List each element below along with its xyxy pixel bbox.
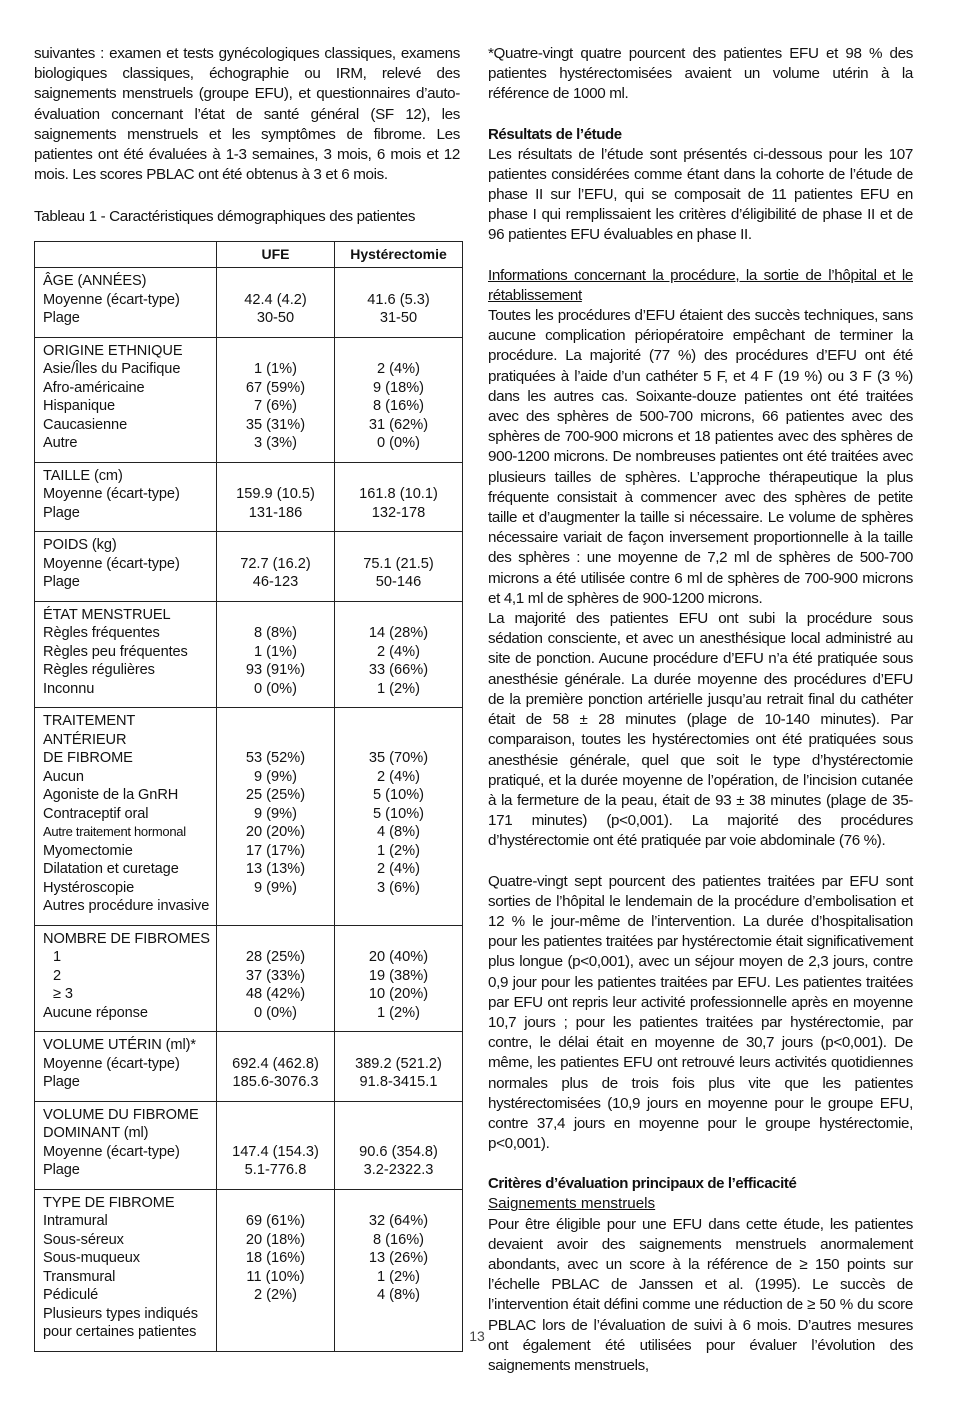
row-label: Plage [43,1162,80,1179]
hysterectomie-value: 2 (4%) [377,768,420,785]
row-labels [35,1032,217,1102]
row-label: ≥ 3 [53,986,73,1003]
row-label: Règles peu fréquentes [43,643,188,660]
ufe-value: 0 (0%) [254,680,297,697]
table-group-row [35,708,463,926]
right-column [488,44,913,1376]
row-label: Afro-américaine [43,379,145,396]
hysterectomie-value: 19 (38%) [368,967,429,984]
ufe-value: 35 (31%) [245,416,306,433]
ufe-value: 20 (18%) [245,1231,306,1248]
hysterectomie-value: 2 (4%) [377,361,420,378]
row-label: Sous-muqueux [43,1250,140,1267]
row-labels [35,532,217,602]
table-group-row [35,601,463,708]
group-title: POIDS (kg) [43,537,117,554]
ufe-value: 0 (0%) [254,1004,297,1021]
criteria-heading: Critères d’évaluation principaux de l’efficacité [488,1175,797,1193]
hysterectomie-values [335,601,463,708]
hysterectomie-values [335,1032,463,1102]
hysterectomie-value: 9 (18%) [372,379,425,396]
row-label: Règles fréquentes [43,625,160,642]
hysterectomie-values [335,925,463,1032]
hysterectomie-value: 1 (2%) [377,1268,420,1285]
ufe-value: 5.1-776.8 [244,1162,307,1179]
row-label: Sous-séreux [43,1231,124,1248]
group-title: VOLUME DU FIBROME [43,1106,199,1123]
row-labels [35,337,217,462]
group-title: ORIGINE ETHNIQUE [43,342,183,359]
hysterectomie-value: 132-178 [371,504,426,521]
header-hysterectomie: Hystérectomie [335,242,463,268]
row-label: Moyenne (écart-type) [43,291,180,308]
hysterectomie-value: 3 (6%) [377,879,420,896]
group-title: ÂGE (ANNÉES) [43,273,147,290]
row-label: Plage [43,574,80,591]
row-label: Hispanique [43,398,116,415]
ufe-value: 13 (13%) [245,861,306,878]
table-caption: Tableau 1 - Caractéristiques démographiques des patientes [34,208,416,226]
procedure-paragraph-3: Quatre-vingt sept pourcent des patientes traitées par EFU sont sorties de l’hôpital le lendemain de la procédure d’embolisation et 12 % le jour-même de l’intervention. La durée d’hospitalisation pour les patientes traitées par hystérectomie était significativement plus longue (p<0,001), avec un séjour moyen de 2,3 jours, contre 0,9 jour pour les patientes traitées par EFU. Les patientes traitées par EFU ont repris leur activité professionnelle après en moyenne 10,7 jours ; pour les patientes traitées par hystérectomie, par contre, le délai était en moyenne de 30,7 jours (p<0,001). De même, les patientes EFU ont retrouvé leurs activités quotidiennes normales plus de trois fois plus vite que les patientes hystérectomisées (10,9 jours en moyenne pour le groupe EFU, contre 37,4 jours en moyenne pour le groupe hystérectomie, p<0,001). [488,872,913,1153]
left-column [34,44,460,1352]
group-title: ÉTAT MENSTRUEL [43,606,171,623]
ufe-value: 69 (61%) [245,1213,306,1230]
ufe-value: 20 (20%) [245,824,306,841]
hysterectomie-value: 75.1 (21.5) [363,555,434,572]
group-title: VOLUME UTÉRIN (ml)* [43,1037,196,1054]
hysterectomie-value: 2 (4%) [377,861,420,878]
hysterectomie-value: 389.2 (521.2) [355,1055,442,1072]
row-label: Autre [43,435,78,452]
group-title: TYPE DE FIBROME [43,1194,175,1211]
hysterectomie-values [335,462,463,532]
hysterectomie-value: 33 (66%) [368,662,429,679]
ufe-value: 18 (16%) [245,1250,306,1267]
table-group-row [35,268,463,338]
ufe-value: 9 (9%) [254,768,297,785]
hysterectomie-values [335,268,463,338]
row-label: Pédiculé [43,1287,99,1304]
ufe-value: 1 (1%) [254,361,297,378]
ufe-value: 159.9 (10.5) [236,486,315,503]
results-heading: Résultats de l’étude [488,125,622,143]
hysterectomie-value: 0 (0%) [377,435,420,452]
ufe-value [217,1305,334,1324]
row-label: 2 [53,967,62,984]
ufe-value: 28 (25%) [245,949,306,966]
hysterectomie-value: 50-146 [375,574,422,591]
row-label: Hystéroscopie [43,879,135,896]
table-group-row [35,1032,463,1102]
procedure-heading: Informations concernant la procédure, la sortie de l’hôpital et le rétablissement [488,266,913,304]
group-title: TRAITEMENT ANTÉRIEUR [43,713,135,748]
hysterectomie-value: 31 (62%) [368,416,429,433]
ufe-value: 1 (1%) [254,643,297,660]
hysterectomie-value: 13 (26%) [368,1250,429,1267]
group-title: NOMBRE DE FIBROMES [43,930,210,947]
hysterectomie-value: 8 (16%) [372,398,425,415]
table-group-row [35,532,463,602]
bleeding-paragraph: Pour être éligible pour une EFU dans cette étude, les patientes devaient avoir des saignements menstruels anormalement abondants, avec un score à la référence de ≥ 150 points sur l’échelle PBLAC de Janssen et al. (1995). Le succès de l’intervention était défini comme une réduction de ≥ 50 % du score PBLAC lors de l’évaluation de suivi à 6 mois. D’autres mesures ont également été utilisées pour évaluer l’évolution des saignements menstruels, [488,1215,913,1374]
ufe-values [217,532,335,602]
row-label: Moyenne (écart-type) [43,1143,180,1160]
row-label: Moyenne (écart-type) [43,555,180,572]
ufe-values [217,925,335,1032]
hysterectomie-value: 10 (20%) [368,986,429,1003]
row-labels [35,1101,217,1189]
ufe-value: 67 (59%) [245,379,306,396]
hysterectomie-value: 20 (40%) [368,949,429,966]
hysterectomie-value: 32 (64%) [368,1213,429,1230]
hysterectomie-value: 4 (8%) [377,1287,420,1304]
hysterectomie-value [335,1305,462,1324]
procedure-paragraph-1: Toutes les procédures d’EFU étaient des succès techniques, sans aucune complication périopératoire empêchant de terminer la procédure. La majorité (77 %) des procédures d’EFU ont été pratiquées à l’aide d’un cathéter 5 F, et 4 F (19 %) ou 3 F (3 %) dans les autres cas. Soixante-douze patientes ont été traitées avec des sphères de 500-700 microns, 66 patientes avec des sphères de 700-900 microns et 18 patientes avec des sphères de 900-1200 microns. De nombreuses patientes ont été traitées avec plusieurs tailles de sphères. L’approche thérapeutique la plus fréquente consistait à commencer avec des sphères de petite taille et d’augmenter la taille si nécessaire. Le volume de sphères nécessaire variait de façon inversement proportionnelle à la taille des sphères : une moyenne de 7,2 ml de sphères de 500-700 microns a été utilisée contre 6 ml de sphères de 700-900 microns et 4,1 ml de sphères de 900-1200 microns. [488,307,913,607]
ufe-values [217,708,335,926]
hysterectomie-value: 5 (10%) [372,787,425,804]
row-labels [35,462,217,532]
table-group-row [35,1101,463,1189]
hysterectomie-value: 1 (2%) [377,1004,420,1021]
row-label: Plage [43,310,80,327]
intro-paragraph: suivantes : examen et tests gynécologiques classiques, examens biologiques classiques, échographie ou IRM, relevé des saignements menstruels (groupe EFU), et questionnaires d’auto-évaluation concernant l’état de santé général (SF 12), les saignements menstruels et les symptômes de fibrome. Les patientes ont été évaluées à 1-3 semaines, 3 mois, 6 mois et 12 mois. Les scores PBLAC ont été obtenus à 3 et 6 mois. [34,45,460,184]
table-group-row [35,337,463,462]
hysterectomie-value: 4 (8%) [377,824,420,841]
table-header-row [35,242,463,268]
ufe-value: 9 (9%) [254,805,297,822]
hysterectomie-values [335,708,463,926]
ufe-value: 48 (42%) [245,986,306,1003]
hysterectomie-value: 1 (2%) [377,680,420,697]
bleeding-heading: Saignements menstruels [488,1195,656,1213]
ufe-value: 30-50 [256,310,295,327]
page-number: 13 [469,1328,485,1344]
row-label: Aucune réponse [43,1004,148,1021]
hysterectomie-value: 1 (2%) [377,842,420,859]
table-group-row [35,925,463,1032]
ufe-value: 46-123 [252,574,299,591]
row-label: Moyenne (écart-type) [43,1055,180,1072]
ufe-values [217,268,335,338]
ufe-value: 53 (52%) [245,750,306,767]
hysterectomie-values [335,1101,463,1189]
row-label: Moyenne (écart-type) [43,486,180,503]
header-ufe: UFE [217,242,335,268]
ufe-value: 2 (2%) [254,1287,297,1304]
hysterectomie-value: 41.6 (5.3) [367,291,430,308]
row-label: Autre traitement hormonal [43,824,186,840]
row-labels [35,925,217,1032]
hysterectomie-value: 5 (10%) [372,805,425,822]
uterine-volume-footnote: *Quatre-vingt quatre pourcent des patientes EFU et 98 % des patientes hystérectomisées avaient un volume utérin à la référence de 1000 ml. [488,45,913,103]
hysterectomie-values [335,337,463,462]
hysterectomie-value: 161.8 (10.1) [359,486,438,503]
ufe-value: 42.4 (4.2) [244,291,307,308]
hysterectomie-value: 3.2-2322.3 [363,1162,434,1179]
hysterectomie-values [335,532,463,602]
ufe-value: 692.4 (462.8) [232,1055,319,1072]
ufe-value: 37 (33%) [245,967,306,984]
ufe-value: 17 (17%) [245,842,306,859]
ufe-value: 3 (3%) [254,435,297,452]
row-label: Inconnu [43,680,95,697]
ufe-value: 9 (9%) [254,879,297,896]
ufe-values [217,1032,335,1102]
group-title: DOMINANT (ml) [43,1125,149,1142]
row-label: Dilatation et curetage [43,861,179,878]
hysterectomie-value: 8 (16%) [372,1231,425,1248]
group-title: TAILLE (cm) [43,467,123,484]
demographics-table [34,241,463,1352]
row-labels [35,708,217,926]
ufe-value: 185.6-3076.3 [232,1074,319,1091]
ufe-values [217,601,335,708]
ufe-values [217,1101,335,1189]
row-label: Contraceptif oral [43,805,149,822]
row-label: Plage [43,1074,80,1091]
hysterectomie-value: 35 (70%) [368,750,429,767]
ufe-value: 7 (6%) [254,398,297,415]
hysterectomie-value: 14 (28%) [368,625,429,642]
ufe-value: 131-186 [248,504,303,521]
row-label: Plusieurs types indiqués [43,1305,198,1322]
ufe-value: 25 (25%) [245,787,306,804]
row-label: Règles régulières [43,662,155,679]
row-label: Aucun [43,768,84,785]
hysterectomie-value: 2 (4%) [377,643,420,660]
group-title: DE FIBROME [43,750,133,767]
procedure-paragraph-2: La majorité des patientes EFU ont subi la procédure sous sédation consciente, et avec un anesthésique local administré au site de ponction. Aucune procédure d’EFU n’a été pratiquée sous anesthésie générale. La durée moyenne des procédures d’EFU de la première ponction artérielle jusqu’au retrait final du cathéter était de 58 ± 28 minutes (plage de 10-140 minutes). Par comparaison, toutes les hystérectomies ont été pratiquées sous anesthésie générale, quel que soit le type d’hystérectomie pratiqué, et la durée moyenne de l’opération, de l’incision cutanée à la fermeture de la peau, était de 93 ± 38 minutes (plage de 35-171 minutes) (p<0,001). La majorité des procédures d’hystérectomie ont été pratiquée par voie abdominale (76 %). [488,610,913,850]
row-label: Plage [43,504,80,521]
row-label: Myomectomie [43,842,133,859]
row-label: Intramural [43,1213,108,1230]
row-label: pour certaines patientes [43,1324,197,1341]
row-label: Asie/Îles du Pacifique [43,361,181,378]
hysterectomie-value: 31-50 [379,310,418,327]
ufe-value: 11 (10%) [246,1268,305,1285]
row-label: Agoniste de la GnRH [43,787,179,804]
results-paragraph: Les résultats de l’étude sont présentés ci-dessous pour les 107 patientes considérées comme étant dans la cohorte de l’étude de phase II sur l’EFU, qui se composait de 11 patientes EFU en phase I qui remplissaient les critères d’éligibilité de phase II et de 96 patientes EFU évaluables en phase II. [488,145,913,244]
ufe-values [217,462,335,532]
row-labels [35,601,217,708]
header-empty [35,242,217,268]
hysterectomie-value: 90.6 (354.8) [359,1143,438,1160]
ufe-values [217,337,335,462]
row-label: Caucasienne [43,416,128,433]
ufe-value: 8 (8%) [254,625,297,642]
ufe-value: 72.7 (16.2) [240,555,311,572]
hysterectomie-value: 91.8-3415.1 [359,1074,438,1091]
table-group-row [35,462,463,532]
row-label: 1 [53,949,62,966]
row-label: Autres procédure invasive [43,898,210,915]
ufe-value: 93 (91%) [245,662,306,679]
row-labels [35,268,217,338]
ufe-value: 147.4 (154.3) [232,1143,319,1160]
row-label: Transmural [43,1268,116,1285]
